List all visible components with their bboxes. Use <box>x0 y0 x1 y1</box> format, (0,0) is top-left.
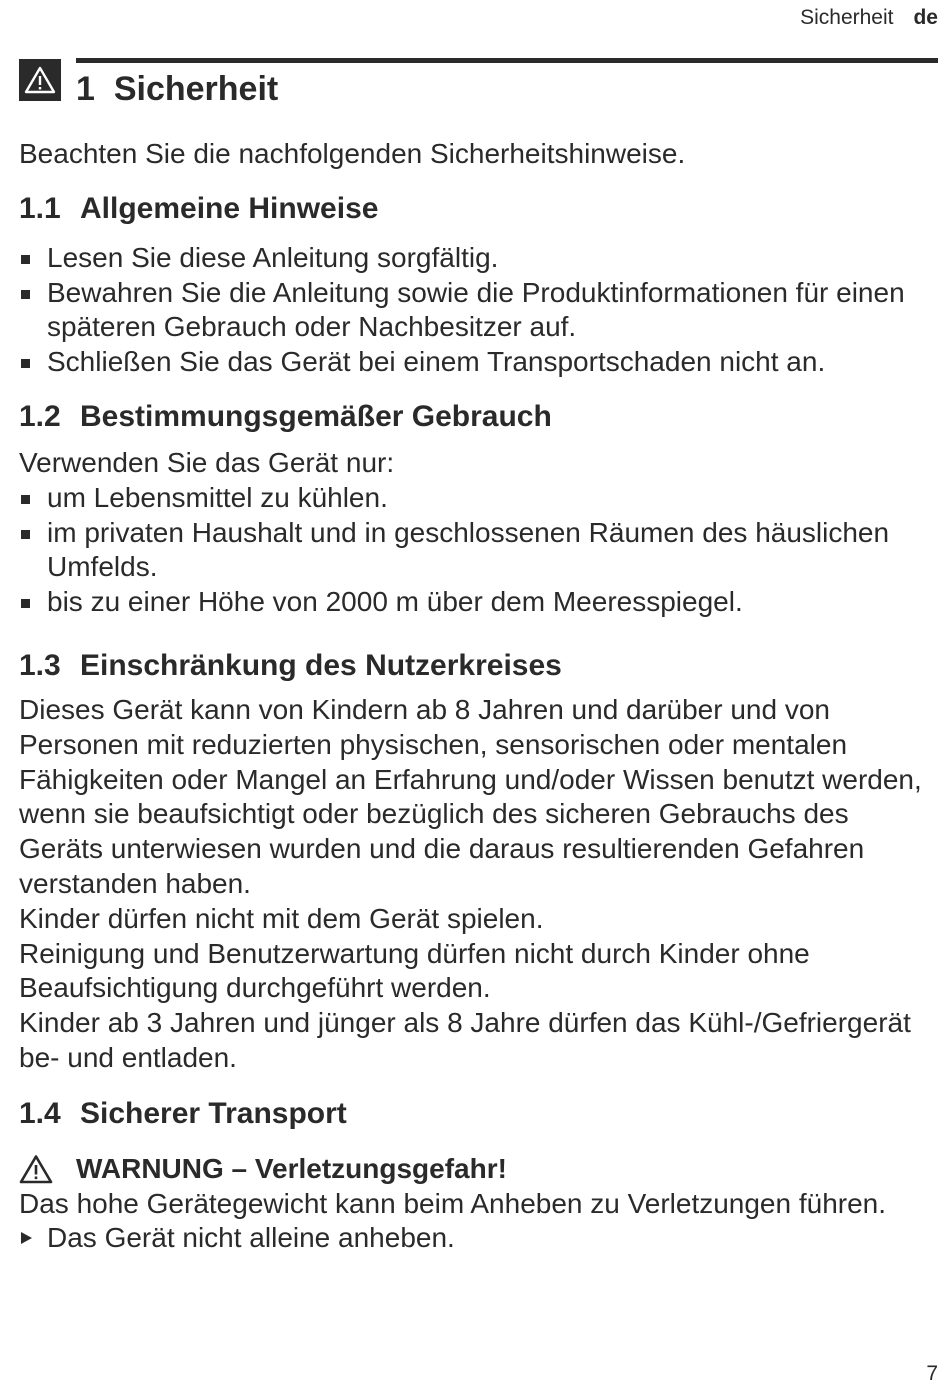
list-item-text: bis zu einer Höhe von 2000 m über dem Meeresspiegel. <box>47 586 743 618</box>
warning-text: Das hohe Gerätegewicht kann beim Anheben zu Verletzungen führen. <box>19 1187 887 1219</box>
section-title: Allgemeine Hinweise <box>80 191 379 225</box>
page-content <box>19 137 937 1256</box>
section-heading-1-1 <box>19 191 937 227</box>
list-item <box>19 345 937 380</box>
header-language: de <box>913 6 938 29</box>
square-bullet-icon <box>21 495 30 504</box>
list-item-text: Bewahren Sie die Anleitung sowie die Produktinformationen für einen späteren Gebrauch oder Nachbesitzer auf. <box>47 276 905 343</box>
list-item <box>19 585 937 620</box>
paragraph: Kinder dürfen nicht mit dem Gerät spielen. <box>19 902 544 934</box>
section-number: 1.3 <box>19 648 61 682</box>
warning-triangle-icon <box>19 1154 53 1193</box>
section-title: Bestimmungsgemäßer Gebrauch <box>80 399 552 433</box>
warning-title <box>19 1152 937 1187</box>
section-title: Sicherer Transport <box>80 1096 347 1130</box>
square-bullet-icon <box>21 290 30 299</box>
intro-text: Beachten Sie die nachfolgenden Sicherheitshinweise. <box>19 138 686 169</box>
square-bullet-icon <box>21 599 30 608</box>
warning-triangle-icon <box>19 59 61 101</box>
paragraph: Kinder ab 3 Jahren und jünger als 8 Jahre dürfen das Kühl-/Gefriergerät be- und entladen. <box>19 1007 911 1073</box>
step-text: Das Gerät nicht alleine anheben. <box>47 1222 455 1254</box>
instruction-step <box>19 1221 937 1256</box>
list-item <box>19 516 937 586</box>
section-heading-1-4 <box>19 1096 937 1132</box>
paragraph: Dieses Gerät kann von Kindern ab 8 Jahren und darüber und von Personen mit reduzierten physischen, sensorischen oder mentalen Fähigkeiten oder Mangel an Erfahrung und/oder Wissen benutzt werden, wenn sie beaufsichtigt oder bezüglich des sicheren Gebrauchs des Geräts unterwiesen wurden und die daraus resultierenden Gefahren verstanden haben. <box>19 693 922 899</box>
square-bullet-icon <box>21 255 30 264</box>
square-bullet-icon <box>21 359 30 368</box>
list-item-text: im privaten Haushalt und in geschlossenen Räumen des häuslichen Umfelds. <box>47 516 890 583</box>
list-item-text: Schließen Sie das Gerät bei einem Transportschaden nicht an. <box>47 346 826 378</box>
section-heading-1-2 <box>19 399 937 435</box>
section-number: 1.1 <box>19 191 61 225</box>
chapter-title-text: Sicherheit <box>113 70 279 108</box>
section-number: 1.2 <box>19 399 61 433</box>
warning-title-text: WARNUNG – Verletzungsgefahr! <box>76 1152 507 1184</box>
running-header <box>800 6 938 30</box>
list-item <box>19 481 937 516</box>
list-item <box>19 276 937 346</box>
section-heading-1-3 <box>19 648 937 684</box>
intended-use-list <box>19 481 937 620</box>
square-bullet-icon <box>21 530 30 539</box>
section-number: 1.4 <box>19 1096 61 1130</box>
section-title: Einschränkung des Nutzerkreises <box>80 648 562 682</box>
list-item-text: um Lebensmittel zu kühlen. <box>47 481 388 513</box>
user-restriction-text <box>19 693 937 1076</box>
step-arrow-icon <box>21 1232 32 1244</box>
chapter-title <box>76 70 278 109</box>
chapter-number: 1 <box>76 70 95 108</box>
paragraph: Reinigung und Benutzerwartung dürfen nicht durch Kinder ohne Beaufsichtigung durchgeführt werden. <box>19 937 810 1004</box>
header-section: Sicherheit <box>800 6 894 29</box>
intended-use-lead: Verwenden Sie das Gerät nur: <box>19 446 395 478</box>
general-notes-list <box>19 241 937 380</box>
page-number: 7 <box>926 1362 938 1385</box>
list-item-text: Lesen Sie diese Anleitung sorgfältig. <box>47 241 499 273</box>
list-item <box>19 241 937 276</box>
chapter-rule <box>76 58 938 63</box>
